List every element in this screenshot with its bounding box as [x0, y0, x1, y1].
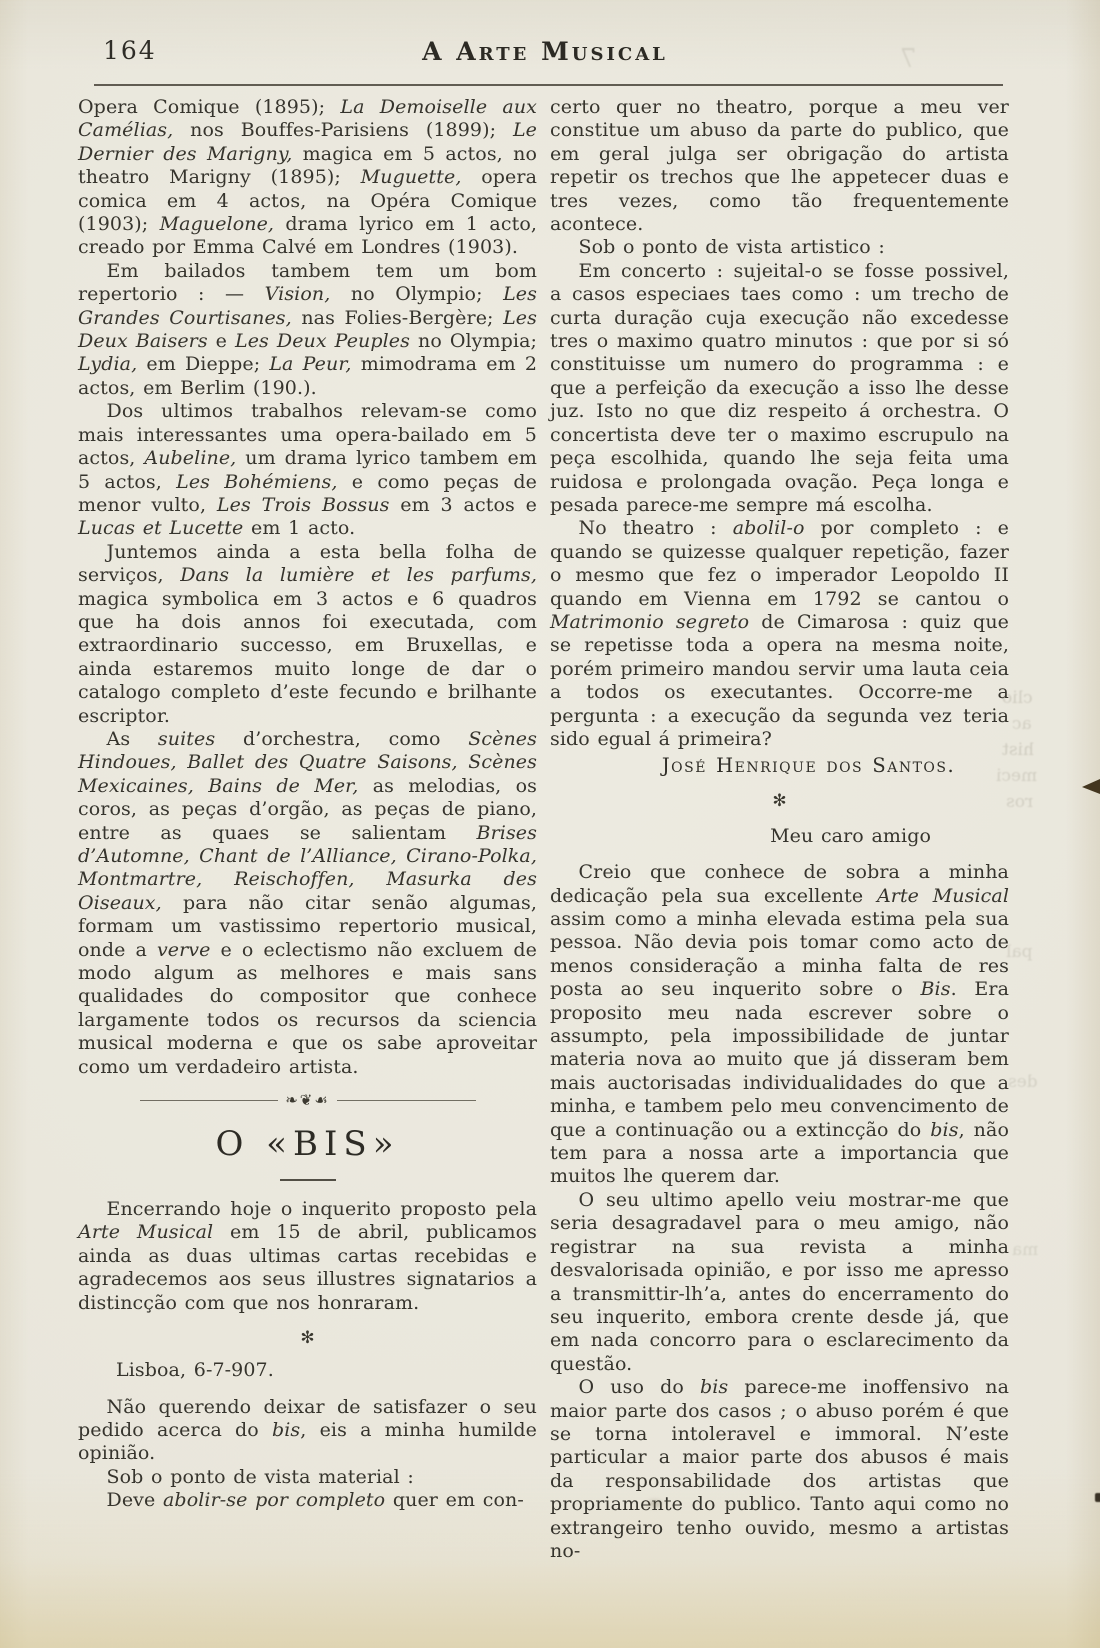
left-column — [78, 96, 537, 1563]
journal-title: A Arte Musical — [422, 37, 668, 66]
asterisk-divider-icon: ✻ — [772, 790, 787, 811]
body-paragraph: Dos ultimos trabalhos relevam-se como mais interessantes uma opera-bailado em 5 actos, Aubeline, um drama lyrico tambem em 5 actos, Les Bohémiens, e como peças de menor vulto, Les Trois Bossus em 3 actos e Lucas et Lucette em 1 acto. — [78, 400, 537, 540]
body-paragraph: O seu ultimo apello veiu mostrar-me que seria desagradavel para o meu amigo, não registrar na sua revista a minha desvalorisada opinião, e por isso me apresso a transmittir-lh’a, antes do encerramento do seu inquerito, embora crente desde já, que em nada concorro para o esclarecimento da questão. — [550, 1188, 1009, 1375]
body-paragraph: Sob o ponto de vista artistico : — [578, 236, 885, 259]
ghost-text-fragment: ros — [1006, 792, 1034, 812]
page-number: 164 — [103, 36, 157, 65]
body-paragraph: As suites d’orchestra, como Scènes Hindoues, Ballet des Quatre Saisons, Scènes Mexicaines, Bains de Mer, as melodias, os coros, as peças d’orgão, as peças de piano, entre as quaes se salientam Brises d’Automne, Chant de l’Alliance, Cirano-Polka, Montmartre, Reischoffen, Masurka des Oiseaux, para não citar senão algumas, formam um vastissimo repertorio musical, onde a verve e o eclectismo não excluem de modo algum as melhores e mais sans qualidades do compositor que conhece largamente todos os recursos da sciencia musical moderna e que os sabe aproveitar como um verdadeiro artista. — [78, 727, 538, 1078]
ghost-text-fragment: meci — [996, 766, 1038, 786]
asterisk-divider-icon: ✻ — [300, 1328, 315, 1349]
section-title: O «BIS» — [215, 1124, 400, 1165]
paper-smudge — [648, 1500, 662, 1508]
letter-salutation: Meu caro amigo — [770, 824, 931, 847]
body-paragraph: Deve abolir-se por completo quer em con- — [106, 1489, 524, 1512]
fold-mark — [1082, 779, 1100, 794]
body-paragraph: certo quer no theatro, porque a meu ver constitue um abuso da parte do publico, que em geral julga ser obrigação do artista repetir os trechos que lhe appetecer duas e tres vezes, como tão frequentemente acontece. — [550, 96, 1009, 236]
body-paragraph: Sob o ponto de vista material : — [106, 1465, 414, 1488]
body-paragraph: Opera Comique (1895); La Demoiselle aux Camélias, nos Bouffes-Parisiens (1899); Le Dernier des Marigny, magica em 5 actos, no theatro Marigny (1895); Muguette, opera comica em 4 actos, na Opéra Comique (1903); Maguelone, drama lyrico em 1 acto, creado por Emma Calvé em Londres (1903). — [78, 96, 537, 259]
body-paragraph: Juntemos ainda a esta bella folha de serviços, Dans la lumière et les parfums, magica symbolica em 3 actos e 6 quadros que ha dois annos foi executada, com extraordinario successo, em Bruxellas, e ainda estaremos muito longe de dar o catalogo completo d’este fecundo e brilhante escriptor. — [78, 540, 537, 727]
ghost-text-fragment: hist — [1002, 740, 1034, 760]
ghost-text-fragment: ac — [1012, 714, 1032, 734]
body-paragraph: Em bailados tambem tem um bom repertorio : — Vision, no Olympio; Les Grandes Courtisanes, nas Folies-Bergère; Les Deux Baisers e Les Deux Peuples no Olympia; Lydia, em Dieppe; La Peur, mimodrama em 2 actos, em Berlim (190.). — [78, 259, 538, 399]
body-paragraph: Creio que conhece de sobra a minha dedicação pela sua excellente Arte Musical assim como a minha elevada estima pela sua pessoa. Não devia pois tomar como acto de menos consideração a minha falta de res posta ao seu inquerito sobre o Bis. Era proposito meu nada escrever sobre o assumpto, pela impossibilidade de juntar materia nova ao muito que já disseram bem mais auctorisadas individualidades do que a minha, e tambem pelo meu convencimento de que a continuação ou a extincção do bis, não tem para a nossa arte a importancia que muitos lhe querem dar. — [550, 861, 1010, 1188]
ghost-text-fragment: clio — [1002, 688, 1033, 708]
ghost-text-fragment: pal — [1006, 942, 1033, 962]
body-paragraph: O uso do bis parece-me inoffensivo na maior parte dos casos ; o abuso porém é que se torna intoleravel e immoral. N’este particular a maior parte dos abusos é mais da responsabilidade dos artistas que propriamente do publico. Tanto aqui como no extrangeiro tenho ouvido, mesmo a artistas no- — [550, 1376, 1009, 1562]
body-paragraph: Em concerto : sujeital-o se fosse possivel, a casos especiaes taes como : um trecho de curta duração cuja execução não excedesse tres o maximo quatro minutos : que por si só constituisse um numero do programma : e que a perfeição da execução a isso lhe desse juz. Isto no que diz respeito á orchestra. O concertista deve ter o maximo escrupulo na peça escolhida, quando lhe seja feita uma ruidosa e prolongada ovação. Peça longa e pesada parece-me sempre má escolha. — [550, 259, 1009, 516]
ghost-text-fragment: des — [1008, 1072, 1038, 1092]
ghost-text-fragment: ma — [1012, 1240, 1039, 1260]
letter-signature: José Henrique dos Santos. — [661, 754, 956, 778]
right-column — [550, 96, 1009, 1563]
header-rule — [94, 84, 1003, 86]
body-paragraph: Encerrando hoje o inquerito proposto pela Arte Musical em 15 de abril, publicamos ainda as duas ultimas cartas recebidas e agradecemos aos seus illustres signatarios a distincção com que nos honraram. — [78, 1198, 537, 1314]
section-divider — [140, 1093, 476, 1108]
body-paragraph: No theatro : abolil-o por completo : e quando se quizesse qualquer repetição, fazer o mesmo que fez o imperador Leopoldo II quando em Vienna em 1792 se cantou o Matrimonio segreto de Cimarosa : quiz que se repetisse toda a opera na mesma noite, porém primeiro mandou servir uma lauta ceia a todos os executantes. Occorre-me a pergunta : a execução da segunda vez teria sido egual á primeira? — [550, 517, 1009, 750]
title-rule — [280, 1179, 336, 1181]
ghost-text-fragment: 7 — [900, 44, 917, 74]
text-columns — [78, 96, 1009, 1563]
edge-speck — [1095, 1493, 1100, 1502]
fleuron-ornament-icon: ❧❦☙ — [285, 1091, 330, 1110]
body-paragraph: Não querendo deixar de satisfazer o seu pedido acerca do bis, eis a minha humilde opinião. — [78, 1395, 537, 1465]
dateline: Lisboa, 6-7-907. — [116, 1359, 274, 1382]
